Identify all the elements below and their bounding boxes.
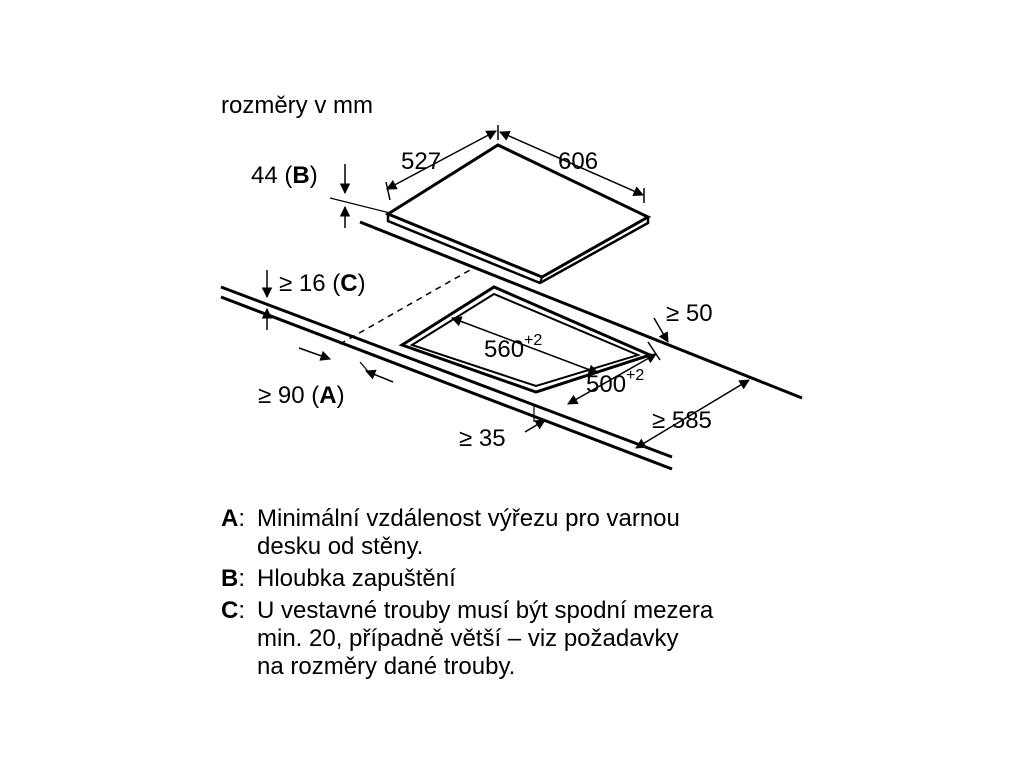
legend-text-a: Minimální vzdálenost výřezu pro varnou desku od stěny. xyxy=(257,505,680,560)
dimension-606 xyxy=(500,132,644,203)
dimension-90-a-label: ≥ 90 (A) xyxy=(258,382,345,409)
dimension-527-label: 527 xyxy=(401,148,442,175)
diagram-title: rozměry v mm xyxy=(221,92,373,119)
legend-text-c: U vestavné trouby musí být spodní mezera min. 20, případně větší – viz požadavky na rozměry dané trouby. xyxy=(257,597,714,680)
dimension-90-a xyxy=(258,348,393,409)
legend-text-b: Hloubka zapuštění xyxy=(257,565,456,592)
dimension-16-c-label: ≥ 16 (C) xyxy=(279,270,366,297)
dimension-44-b xyxy=(251,162,390,228)
legend xyxy=(221,505,861,685)
dimension-50 xyxy=(654,300,713,342)
legend-key-b: B: xyxy=(221,565,246,592)
dimension-585 xyxy=(636,380,749,448)
dimension-527 xyxy=(386,125,498,200)
dimension-50-label: ≥ 50 xyxy=(666,300,713,327)
legend-item-b xyxy=(221,565,861,593)
legend-item-a xyxy=(221,505,861,561)
legend-item-c xyxy=(221,597,861,681)
dimension-35 xyxy=(459,406,545,452)
legend-key-c: C: xyxy=(221,597,246,624)
dimension-44-b-label: 44 (B) xyxy=(251,162,318,189)
dimension-500-label: $500^{+2}$ xyxy=(586,367,645,398)
legend-key-a: A: xyxy=(221,505,246,532)
dimension-606-label: 606 xyxy=(558,148,599,175)
dimension-35-label: ≥ 35 xyxy=(459,425,506,452)
dimension-585-label: ≥ 585 xyxy=(652,407,712,434)
dimension-560-label: $560^{+2}$ xyxy=(484,332,543,363)
